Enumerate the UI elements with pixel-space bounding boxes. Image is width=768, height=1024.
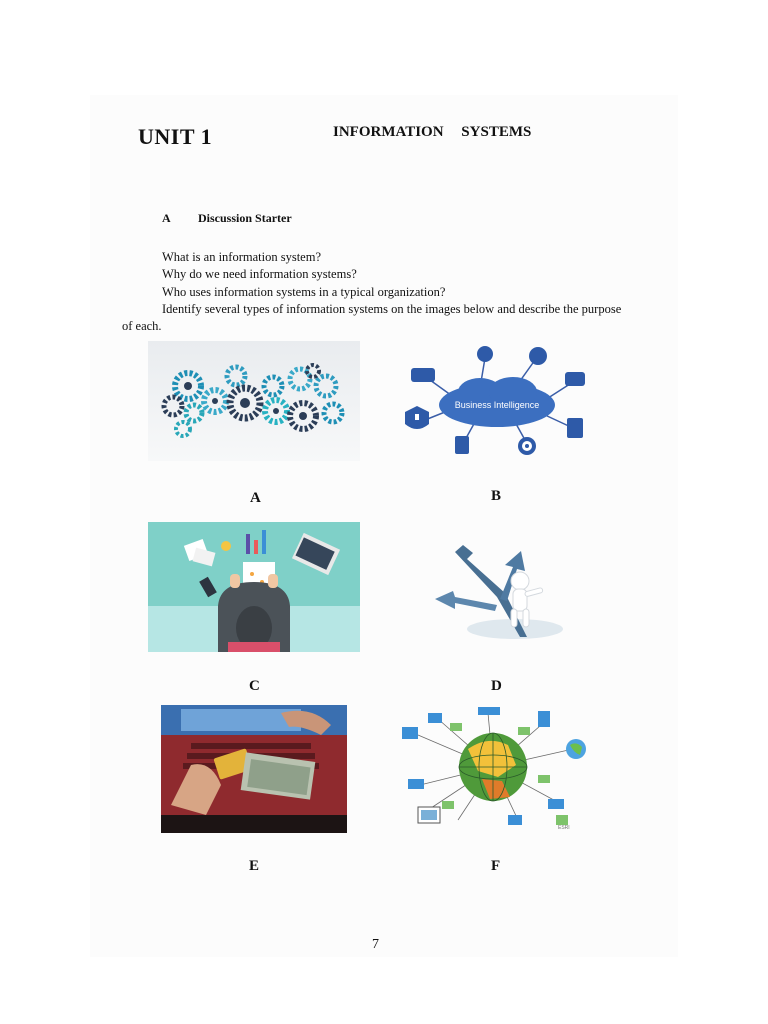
figure-c-label: C	[249, 678, 260, 694]
figure-a-label: A	[250, 490, 261, 506]
figure-b-business-intelligence-image	[395, 340, 600, 465]
unit-heading: UNIT 1	[138, 124, 213, 149]
figure-b-banner: Business Intelligence	[454, 400, 540, 410]
question-3: Who uses information systems in a typical organization?	[162, 285, 446, 299]
chapter-title: INFORMATION SYSTEMS	[333, 124, 532, 140]
figure-c-desk-image	[148, 522, 360, 652]
section-letter: A	[162, 211, 171, 225]
question-1: What is an information system?	[162, 250, 321, 264]
figure-f-watermark: ESRI	[558, 825, 570, 831]
figure-f-label: F	[491, 858, 501, 874]
question-2: Why do we need information systems?	[162, 267, 357, 281]
figure-e-label: E	[249, 858, 260, 874]
question-4: Identify several types of information systems on the images below and describe the purpose	[162, 302, 622, 316]
figure-a-gears-image	[148, 341, 360, 461]
figure-f-globe-network-image	[398, 705, 588, 833]
figure-d-label: D	[491, 678, 502, 694]
section-title: Discussion Starter	[198, 211, 292, 225]
question-4-continued: of each.	[122, 319, 162, 333]
figure-d-crossroads-image	[425, 537, 570, 642]
figure-b-label: B	[491, 488, 502, 504]
figure-e-payment-image	[161, 705, 347, 833]
page-number: 7	[372, 937, 379, 952]
